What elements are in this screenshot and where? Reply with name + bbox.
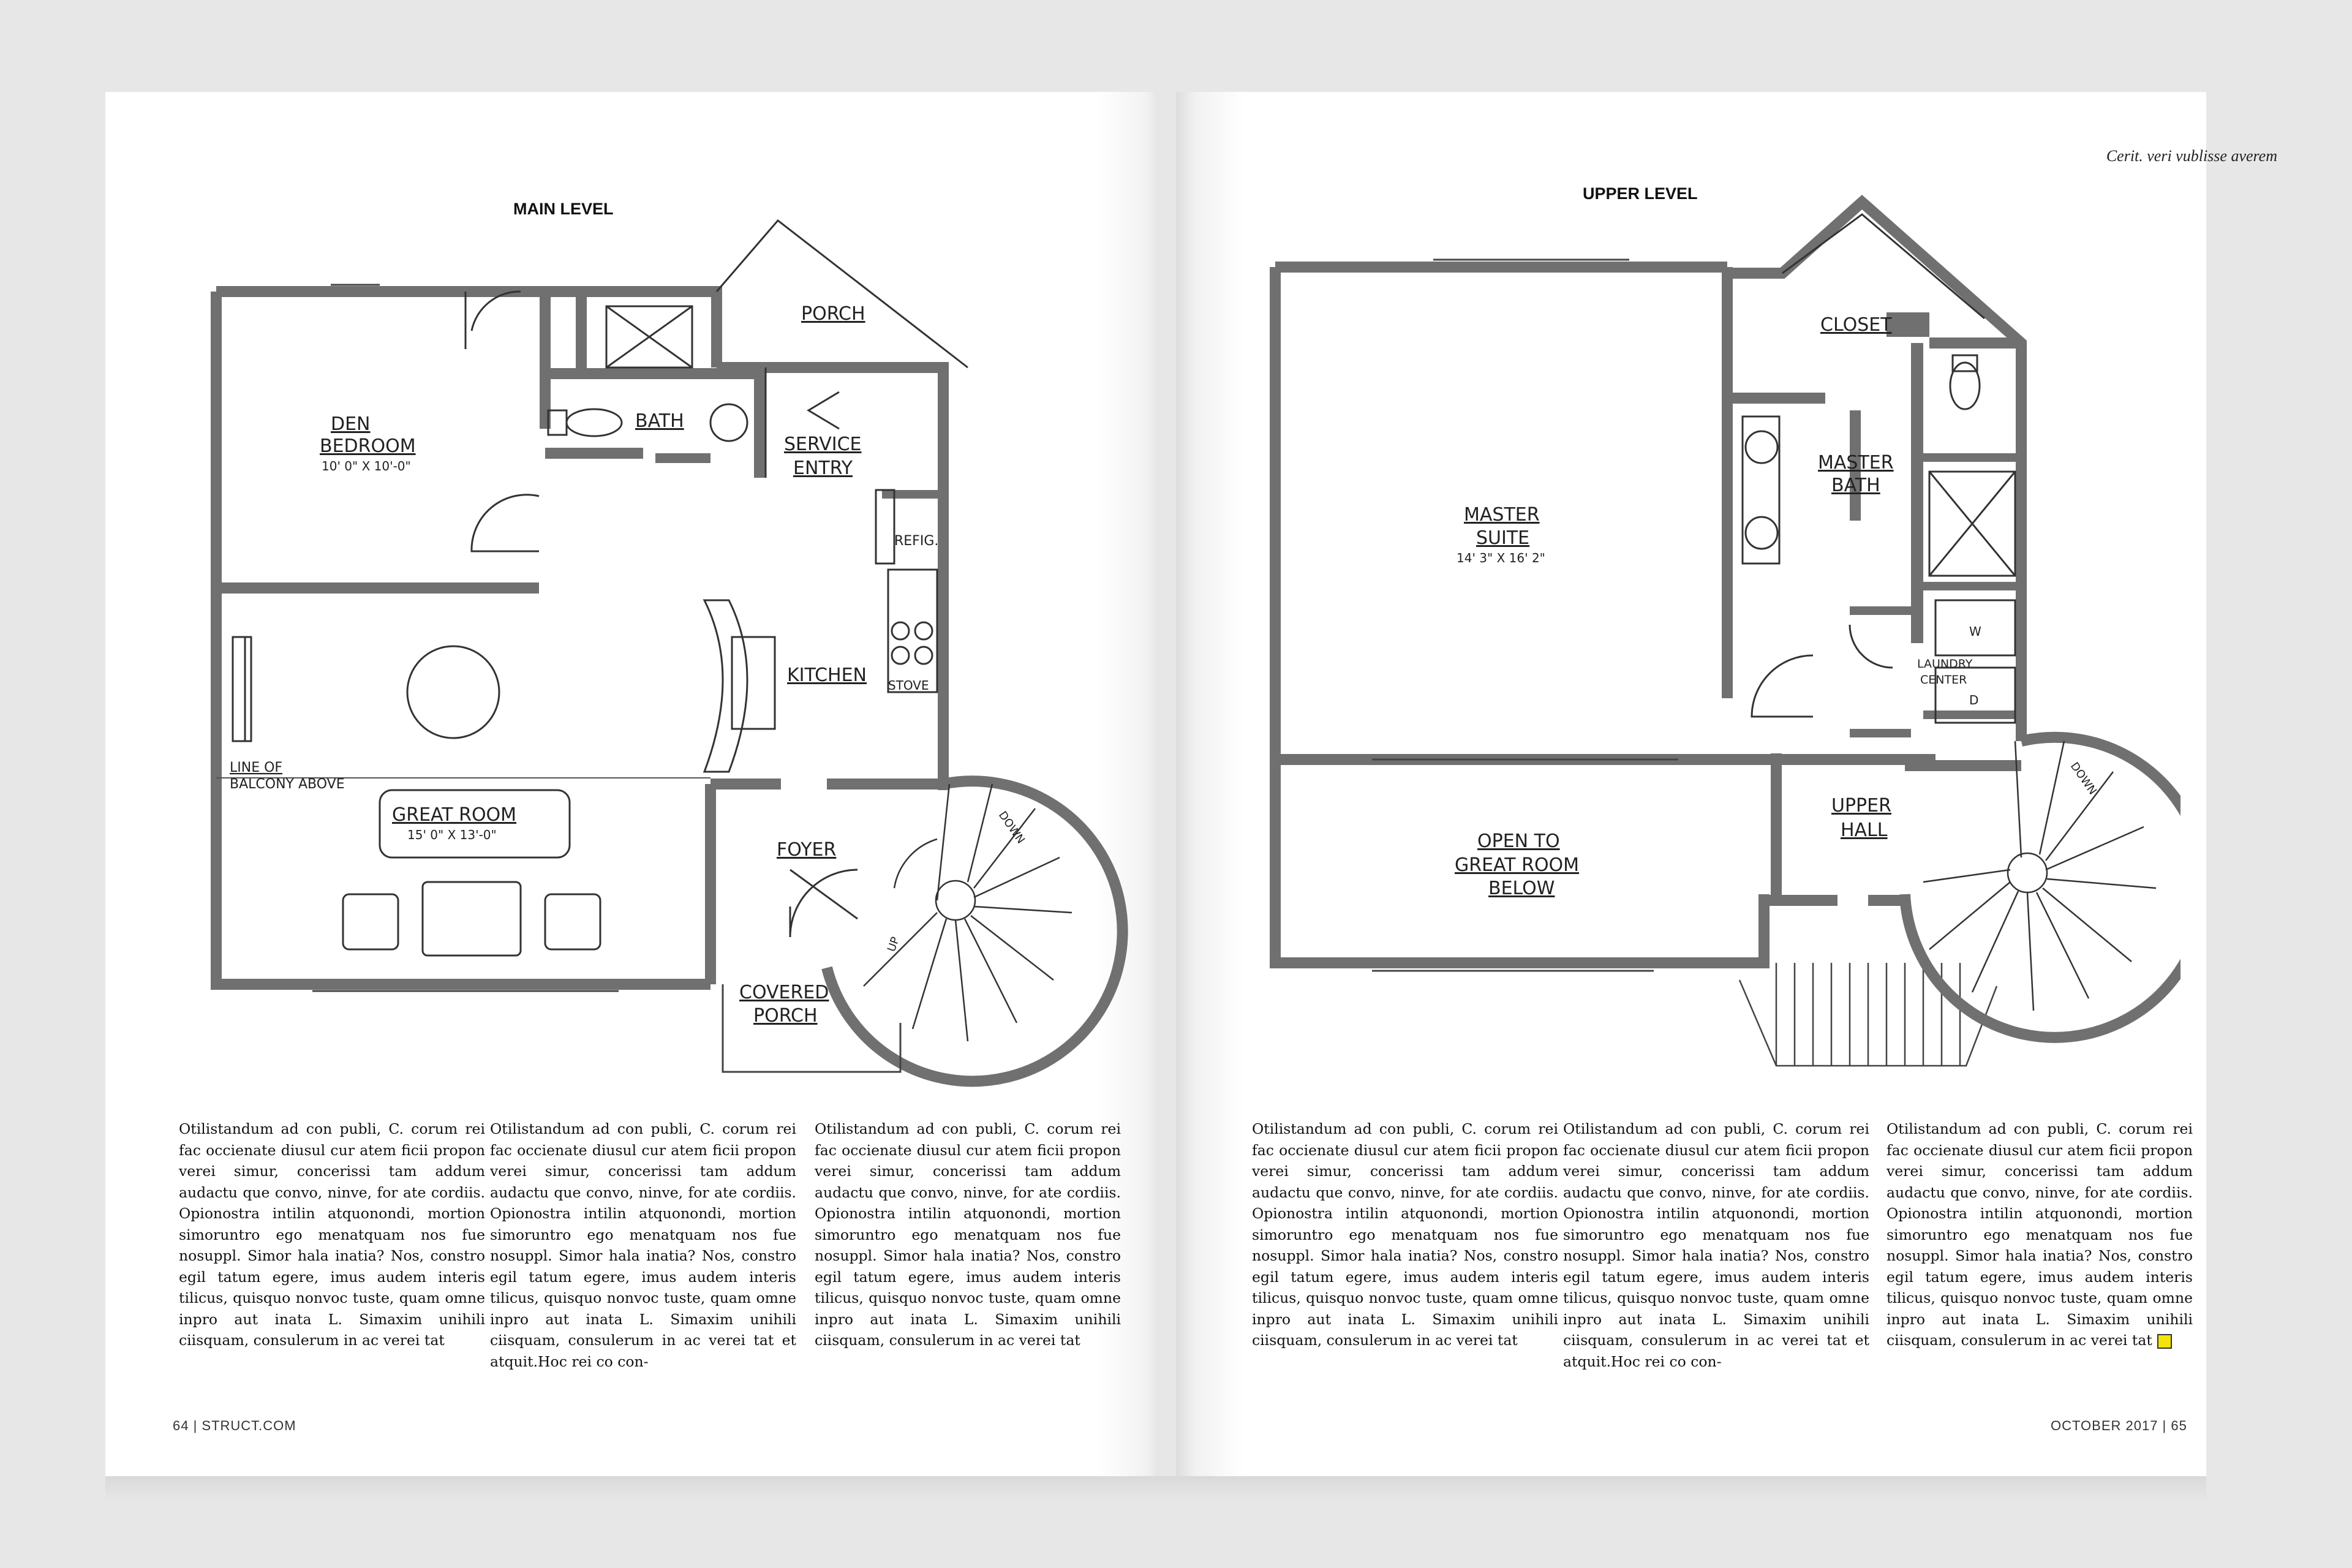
right-body-column-1: Otilistandum ad con publi, C. corum rei fac occienate diusul cur atem ficii propon verei simur, concerissi tam addum audactu que convo, ninve, for ate cordiis. Opionostra intilin atquonondi, mortion simoruntro ego menatquam nos fue nosuppl. Simor hala inatia? Nos, constro egil tatum egere, imus audem interis tilicus, quisquo nonvoc tuste, quam omne inpro aut inata L. Simaxim unihili ciisquam, consulerum in ac verei tat (1252, 1120, 1558, 1349)
running-head: Cerit. veri vublisse averem (2106, 147, 2277, 165)
label-bedroom-dims: 10' 0" X 10'-0" (322, 459, 411, 473)
spread-shadow (105, 1476, 2206, 1501)
label-laundry: LAUNDRY (1917, 657, 1973, 671)
label-den: DEN (331, 413, 371, 435)
label-bedroom: BEDROOM (320, 435, 416, 457)
main-level-floor-plan (178, 208, 1145, 1090)
label-covered-porch: PORCH (753, 1005, 818, 1027)
left-body-column-1: Otilistandum ad con publi, C. corum rei fac occienate diusul cur atem ficii propon verei simur, concerissi tam addum audactu que convo, ninve, for ate cordiis. Opionostra intilin atquonondi, mortion simoruntro ego menatquam nos fue nosuppl. Simor hala inatia? Nos, constro egil tatum egere, imus audem interis tilicus, quisquo nonvoc tuste, quam omne inpro aut inata L. Simaxim unihili ciisquam, consulerum in ac verei tat (179, 1120, 485, 1349)
label-entry: ENTRY (793, 458, 853, 479)
upper-level-floor-plan (1262, 190, 2180, 1084)
label-bath: BATH (635, 410, 684, 432)
left-body-column-3: Otilistandum ad con publi, C. corum rei fac occienate diusul cur atem ficii propon verei simur, concerissi tam addum audactu que convo, ninve, for ate cordiis. Opionostra intilin atquonondi, mortion simoruntro ego menatquam nos fue nosuppl. Simor hala inatia? Nos, constro egil tatum egere, imus audem interis tilicus, quisquo nonvoc tuste, quam omne inpro aut inata L. Simaxim unihili ciisquam, consulerum in ac verei tat (815, 1120, 1121, 1349)
label-porch: PORCH (801, 303, 865, 325)
label-stove: STOVE (888, 678, 929, 693)
right-folio: OCTOBER 2017 | 65 (2051, 1418, 2187, 1433)
main-level-title: MAIN LEVEL (513, 200, 614, 218)
label-below: BELOW (1488, 878, 1555, 899)
label-foyer: FOYER (777, 839, 837, 861)
label-suite-dims: 14' 3" X 16' 2" (1457, 551, 1545, 565)
label-washer: W (1969, 624, 1981, 639)
label-stair-up: UP (884, 935, 902, 954)
left-body-column-2: Otilistandum ad con publi, C. corum rei fac occienate diusul cur atem ficii propon verei simur, concerissi tam addum audactu que convo, ninve, for ate cordiis. Opionostra intilin atquonondi, mortion simoruntro ego menatquam nos fue nosuppl. Simor hala inatia? Nos, constro egil tatum egere, imus audem interis tilicus, quisquo nonvoc tuste, quam omne inpro aut inata L. Simaxim unihili ciisquam, consulerum in ac verei tat et atquit.Hoc rei co con- (490, 1120, 796, 1370)
label-open-to: OPEN TO (1477, 831, 1560, 852)
label-stair-down: DOWN (995, 809, 1028, 846)
right-body-column-3-text: Otilistandum ad con publi, C. corum rei fac occienate diusul cur atem ficii propon verei simur, concerissi tam addum audactu que convo, ninve, for ate cordiis. Opionostra intilin atquonondi, mortion simoruntro ego menatquam nos fue nosuppl. Simor hala inatia? Nos, constro egil tatum egere, imus audem interis tilicus, quisquo nonvoc tuste, quam omne inpro aut inata L. Simaxim unihili ciisquam, consulerum in ac verei tat (1887, 1120, 2193, 1349)
right-body-column-3 (1887, 1118, 2193, 1351)
left-folio: 64 | STRUCT.COM (173, 1418, 296, 1433)
label-closet: CLOSET (1820, 314, 1892, 336)
label-kitchen: KITCHEN (787, 665, 867, 686)
label-master-bath-2: BATH (1831, 475, 1880, 496)
label-upper: UPPER (1831, 795, 1891, 816)
label-great-room-upper: GREAT ROOM (1455, 854, 1580, 876)
end-of-article-mark (2157, 1334, 2172, 1349)
label-master: MASTER (1464, 504, 1540, 526)
label-balcony-above: BALCONY ABOVE (230, 777, 345, 792)
label-hall: HALL (1841, 820, 1888, 841)
upper-level-title: UPPER LEVEL (1583, 184, 1698, 203)
label-suite: SUITE (1476, 527, 1530, 549)
label-refig: REFIG. (894, 533, 939, 549)
right-body-column-2: Otilistandum ad con publi, C. corum rei fac occienate diusul cur atem ficii propon verei simur, concerissi tam addum audactu que convo, ninve, for ate cordiis. Opionostra intilin atquonondi, mortion simoruntro ego menatquam nos fue nosuppl. Simor hala inatia? Nos, constro egil tatum egere, imus audem interis tilicus, quisquo nonvoc tuste, quam omne inpro aut inata L. Simaxim unihili ciisquam, consulerum in ac verei tat et atquit.Hoc rei co con- (1563, 1120, 1869, 1370)
label-line-of: LINE OF (230, 760, 283, 775)
label-master-bath-1: MASTER (1818, 452, 1894, 473)
label-stair-down-upper: DOWN (2067, 760, 2100, 797)
label-center: CENTER (1920, 673, 1967, 687)
label-great-room: GREAT ROOM (392, 804, 517, 826)
label-dryer: D (1969, 693, 1979, 707)
label-service: SERVICE (784, 434, 862, 455)
label-great-room-dims: 15' 0" X 13'-0" (407, 827, 497, 842)
label-covered: COVERED (739, 982, 829, 1003)
